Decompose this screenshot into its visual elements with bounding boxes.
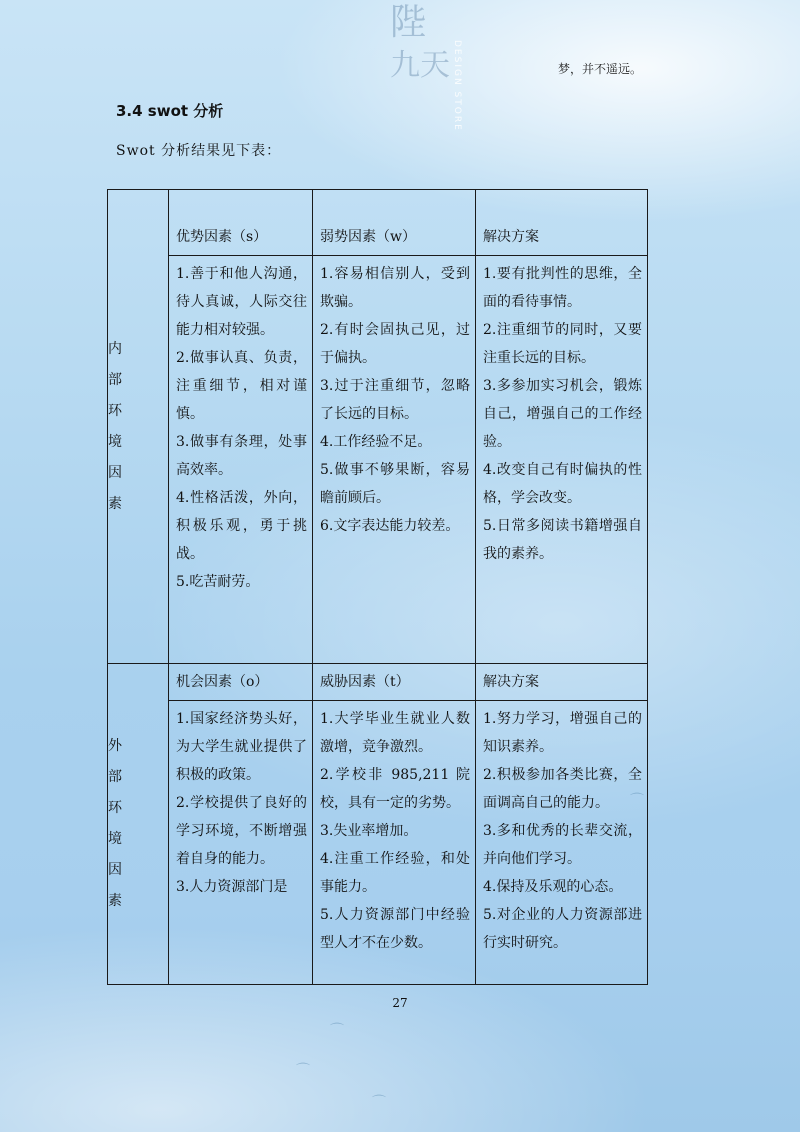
list-item: 1.国家经济势头好，为大学生就业提供了积极的政策。: [176, 711, 307, 783]
list-item: 5.人力资源部门中经验型人才不在少数。: [320, 907, 470, 951]
header-external-solutions: 解决方案: [476, 664, 648, 701]
internal-solutions-cell: [476, 256, 648, 664]
list-item: 6.文字表达能力较差。: [320, 518, 460, 534]
list-item: 4.改变自己有时偏执的性格，学会改变。: [483, 462, 642, 506]
list-item: 3.多参加实习机会，锻炼自己，增强自己的工作经验。: [483, 378, 642, 450]
list-item: 2.积极参加各类比赛，全面调高自己的能力。: [483, 767, 642, 811]
list-item: 1.容易相信别人，受到欺骗。: [320, 266, 470, 310]
list-item: 1.要有批判性的思维，全面的看待事情。: [483, 266, 642, 310]
swot-table: [107, 189, 648, 985]
list-item: 3.过于注重细节，忽略了长远的目标。: [320, 378, 470, 422]
list-item: 2.学校提供了良好的学习环境，不断增强着自身的能力。: [176, 795, 307, 867]
logo-lettering: 九天: [390, 48, 450, 83]
bird-icon: ⌒: [372, 1095, 386, 1111]
list-item: 2.学校非 985,211 院校，具有一定的劣势。: [320, 767, 470, 811]
header-internal-solutions: 解决方案: [476, 190, 648, 256]
logo-subtext: DESIGN STORE: [452, 40, 462, 132]
list-item: 3.失业率增加。: [320, 823, 418, 839]
intro-text: Swot 分析结果见下表：: [116, 143, 282, 159]
header-strengths: 优势因素（s）: [169, 190, 313, 256]
list-item: 2.注重细节的同时，又要注重长远的目标。: [483, 322, 642, 366]
list-item: 4.注重工作经验，和处事能力。: [320, 851, 470, 895]
opportunities-cell: [169, 701, 313, 985]
external-factors-label: 外部环境因素: [108, 664, 169, 985]
page-number: 27: [392, 996, 408, 1010]
list-item: 2.做事认真、负责，注重细节，相对谨慎。: [176, 350, 307, 422]
list-item: 1.大学毕业生就业人数激增，竞争激烈。: [320, 711, 470, 755]
strengths-cell: [169, 256, 313, 664]
list-item: 4.工作经验不足。: [320, 434, 432, 450]
bird-icon: ⌒: [296, 1063, 310, 1079]
list-item: 2.有时会固执己见，过于偏执。: [320, 322, 470, 366]
list-item: 3.做事有条理，处事高效率。: [176, 434, 307, 478]
header-threats: 威胁因素（t）: [313, 664, 476, 701]
list-item: 5.对企业的人力资源部进行实时研究。: [483, 907, 642, 951]
bird-icon: ⌒: [330, 1023, 344, 1039]
list-item: 5.日常多阅读书籍增强自我的素养。: [483, 518, 642, 562]
bird-icon: ⌒: [630, 793, 644, 809]
header-opportunities: 机会因素（o）: [169, 664, 313, 701]
list-item: 1.善于和他人沟通，待人真诚，人际交往能力相对较强。: [176, 266, 307, 338]
list-item: 4.保持及乐观的心态。: [483, 879, 623, 895]
list-item: 5.做事不够果断，容易瞻前顾后。: [320, 462, 470, 506]
section-title: 3.4 swot 分析: [116, 102, 224, 120]
header-note: 梦，并不遥远。: [557, 62, 642, 76]
list-item: 5.吃苦耐劳。: [176, 574, 260, 590]
external-solutions-cell: [476, 701, 648, 985]
threats-cell: [313, 701, 476, 985]
header-weaknesses: 弱势因素（w）: [313, 190, 476, 256]
list-item: 4.性格活泼，外向，积极乐观，勇于挑战。: [176, 490, 307, 562]
list-item: 1.努力学习，增强自己的知识素养。: [483, 711, 642, 755]
watermark-logo: [390, 0, 470, 140]
internal-factors-label: 内部环境因素: [108, 190, 169, 664]
logo-lettering: 陛: [390, 2, 427, 43]
weaknesses-cell: [313, 256, 476, 664]
list-item: 3.多和优秀的长辈交流，并向他们学习。: [483, 823, 642, 867]
list-item: 3.人力资源部门是: [176, 879, 288, 895]
